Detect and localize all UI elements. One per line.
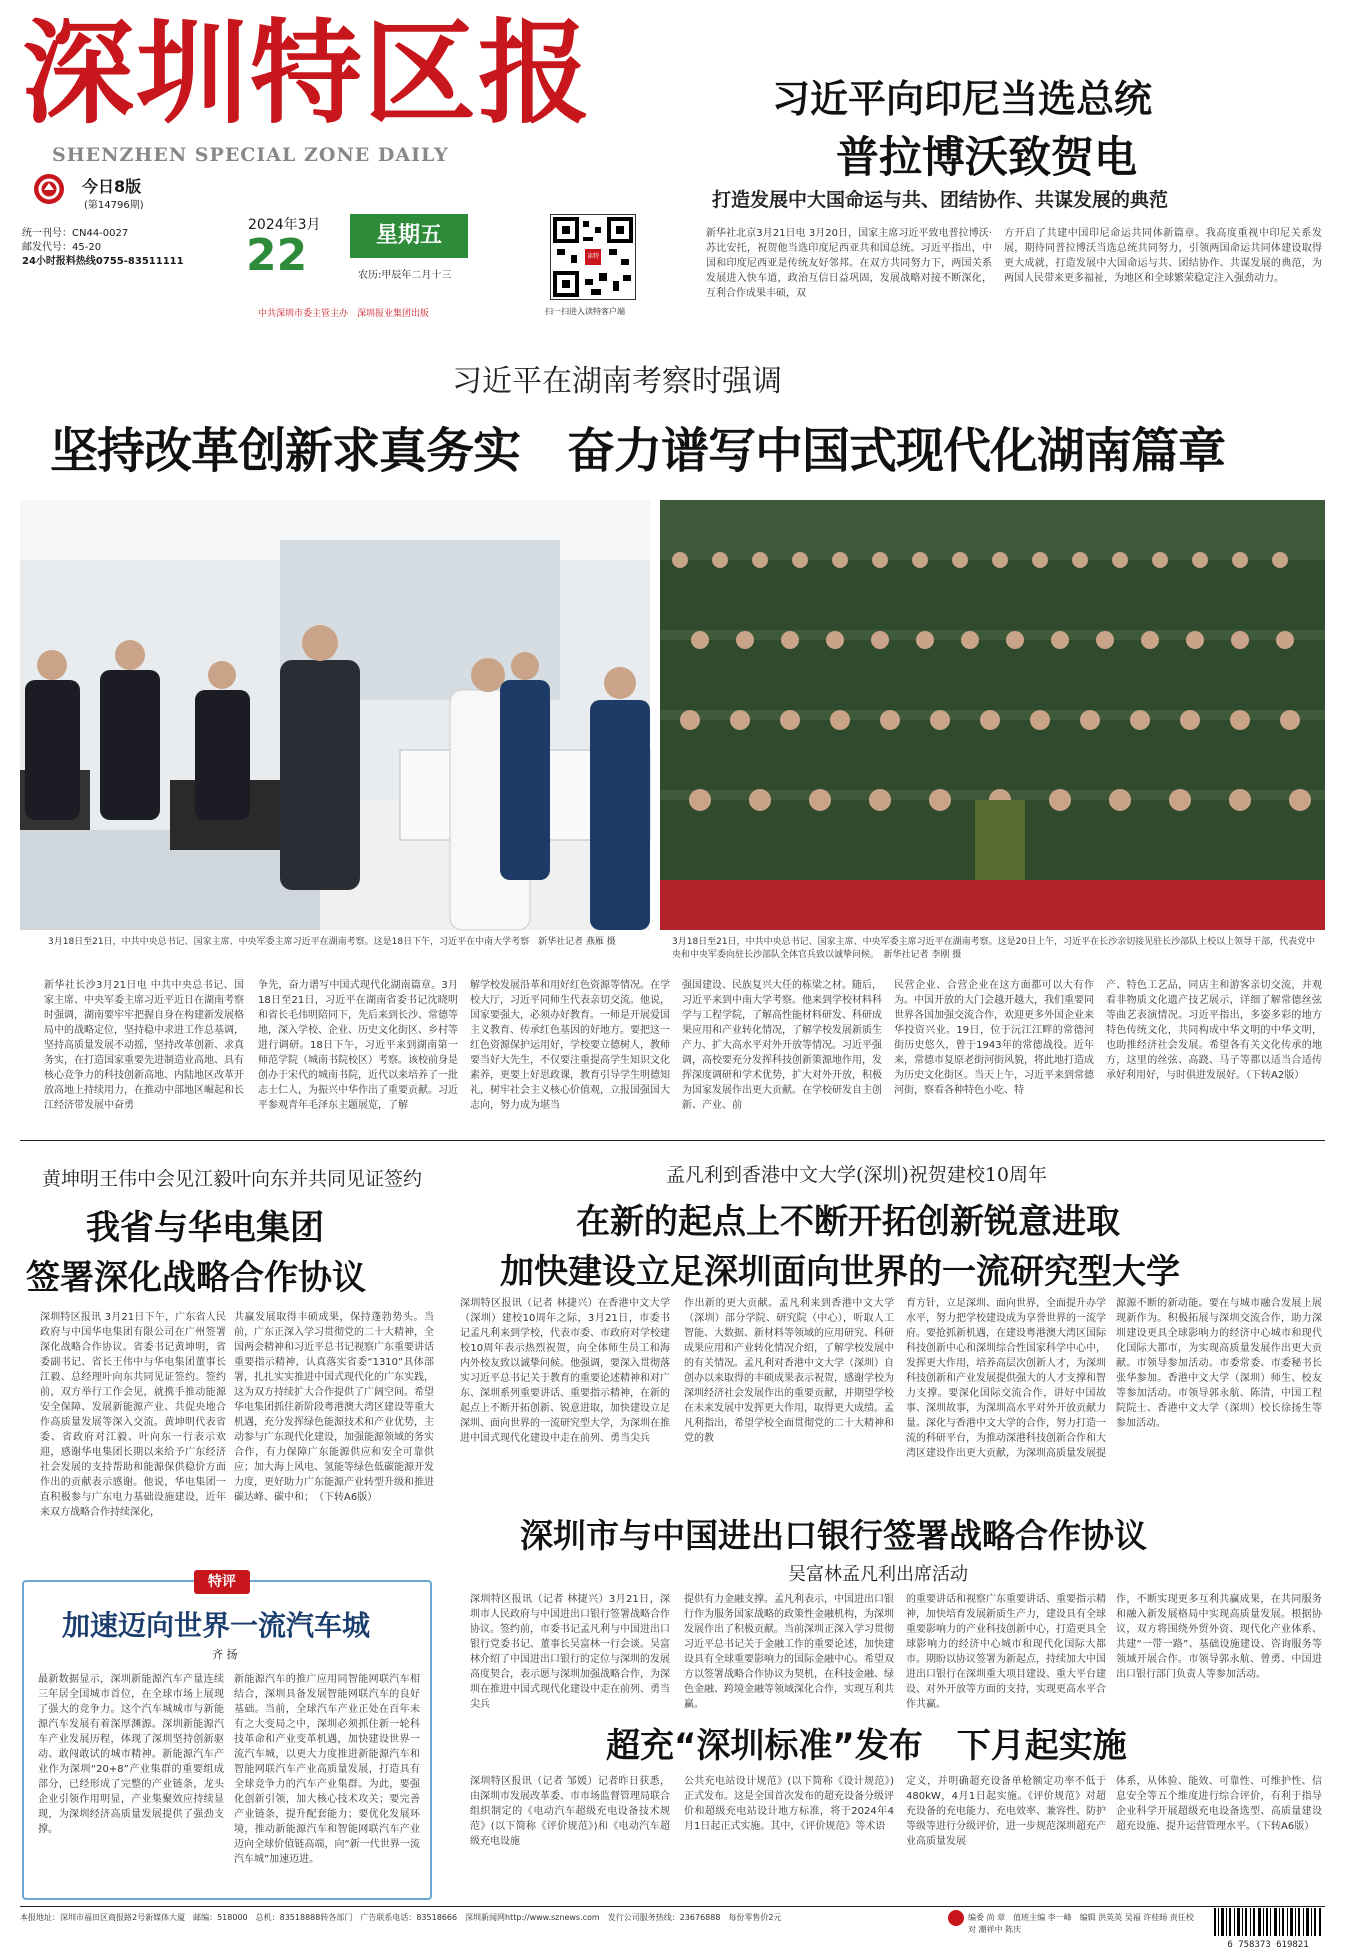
weekday-badge (350, 214, 468, 258)
cuhk-col4: 源源不断的新动能。要在与城市融合发展上展现新作为。积极拓展与深圳交流合作，助力深圳建设更具全球影响力的经济中心城市和现代化国际大都市，为实现高质量发展作出更大贡献。市领导参加活动。市委常委、市委秘书长张华参加。香港中文大学（深圳）师生、校友等参加活动。市领导郭永航、陈清，中国工程院院士、香港中文大学（深圳）校长徐扬生等参加活动。 (1116, 1298, 1322, 1429)
lead-caption-right: 3月18日至21日，中共中央总书记、国家主席、中央军委主席习近平在湖南考察。这是20日上午，习近平在长沙亲切接见驻长沙部队上校以上领导干部，代表党中央和中央军委向驻长沙部队全体官兵致以诚挚问候。 新华社记者 李刚 摄 (672, 937, 1316, 960)
cuhk-col1: 深圳特区报讯（记者 林捷兴）在香港中文大学（深圳）建校10周年之际，3月21日，市委书记孟凡利来到学校，代表市委、市政府对学校建校10周年表示热烈祝贺，向全体师生员工和海内外校友致以诚挚问候。他强调，要深入贯彻落实习近平总书记关于教育的重要论述精神和对广东、深圳系列重要讲话、重要指示精神，在新的起点上不断开拓创新、锐意进取，加快建设立足深圳、面向世界的一流研究型大学，为深圳在推进中国式现代化建设中走在前列、勇当尖兵 (460, 1298, 670, 1444)
sponsor: 中共深圳市委主管主办 深圳报业集团出版 (258, 309, 430, 319)
footer-rule (20, 1906, 1325, 1907)
top-story-subtitle: 打造发展中大国命运与共、团结协作、共谋发展的典范 (712, 189, 1169, 211)
commentary-title: 加速迈向世界一流汽车城 (62, 1609, 371, 1642)
top-story-col2: 方开启了共建中国印尼命运共同体新篇章。我高度重视中印尼关系发展，期待同普拉博沃当选总统共同努力，引领两国命运共同体建设取得更大成就，打造发展中大国命运与共、团结协作、共谋发展的典范，为两国人民带来更多福祉，为地区和全球繁荣稳定注入强劲动力。 (1004, 228, 1322, 284)
eximbank-col2: 提供有力金融支撑。孟凡利表示，中国进出口银行作为服务国家战略的政策性金融机构，为深圳发展作出了积极贡献。当前深圳正深入学习贯彻习近平总书记关于金融工作的重要论述，加快建设具有全球重要影响力的国际金融中心。希望双方以签署战略合作协议为契机，在科技金融、绿色金融、跨境金融等领域深化合作，实现互利共赢。 (684, 1594, 894, 1710)
cuhk-headline-line1: 在新的起点上不断开拓创新锐意进取 (576, 1202, 1120, 1242)
masthead-title-en: SHENZHEN SPECIAL ZONE DAILY (52, 144, 449, 166)
issue-info (22, 172, 222, 267)
lead-col1: 新华社长沙3月21日电 中共中央总书记、国家主席、中央军委主席习近平近日在湖南考察时强调，湖南要牢牢把握自身在构建新发展格局中的战略定位，坚持稳中求进工作总基调，坚持高质量发展不动摇，坚持改革创新、求真务实，在打造国家重要先进制造业高地、具有核心竞争力的科技创新高地、内陆地区改革开放高地上持续用力，在推动中部地区崛起和长江经济带发展中奋勇 (44, 980, 244, 1111)
commentary-badge (194, 1570, 250, 1594)
newspaper-emblem-icon (34, 174, 64, 204)
standard-col4: 体系，从体验、能效、可靠性、可维护性、信息安全等五个维度进行综合评价，有利于指导企业科学开展超级充电设备选型、高质量建设超充设施、提升运营管理水平。（下转A6版） (1116, 1776, 1322, 1832)
huadian-col2: 共赢发展取得丰硕成果，保持蓬勃势头。当前，广东正深入学习贯彻党的二十大精神，全国两会精神和习近平总书记视察广东重要讲话重要指示精神，认真落实省委“1310”具体部署，扎扎实实推进中国式现代化的广东实践，这为双方持续扩大合作提供了广阔空间。希望华电集团抓住新阶段粤港澳大湾区建设等重大机遇，充分发挥绿色能源技术和产业优势，主动参与广东现代化建设，加强能源领域的务实合作，有力保障广东能源供应和安全可靠供应；加大海上风电、氢能等绿色低碳能源开发力度，更好助力广东能源产业转型升级和推进碳达峰、碳中和； （下转A6版） (234, 1312, 434, 1503)
standard-col3: 定义，并明确超充设备单枪额定功率不低于480kW，4月1日起实施。《评价规范》对超充设备的充电能力、充电效率、兼容性、防护等级等进行分级评价，进一步规范深圳超充产业高质量发展 (906, 1776, 1106, 1847)
qr-logo-label: 读特 (586, 253, 599, 260)
top-story-col1: 新华社北京3月21日电 3月20日，国家主席习近平致电普拉博沃·苏比安托，祝贺他当选印度尼西亚共和国总统。习近平指出，中国和印度尼西亚是传统友好邻邦。在双方共同努力下，两国关系发展进入快车道，政治互信日益巩固，发展战略对接不断深化，互利合作成果丰硕，双 (706, 228, 992, 299)
hotline: 24小时报料热线0755-83511111 (22, 256, 184, 267)
masthead-logo (22, 8, 592, 140)
lead-kicker: 习近平在湖南考察时强调 (452, 364, 782, 399)
footer-editors: 编委 尚 章 值班主编 李一峰 编辑 洪英英 吴福 许桂旸 责任校对 潮祥中 陈庆 (968, 1913, 1194, 1934)
photo-xi-with-troops (660, 500, 1325, 930)
weekday: 星期五 (375, 223, 442, 248)
commentary-badge-label: 特评 (208, 1574, 236, 1590)
cuhk-col2: 作出新的更大贡献。孟凡利来到香港中文大学（深圳）部分学院、研究院（中心），听取人工智能、大数据、新材料等领域的应用研究、科研成果应用和产业转化情况介绍，了解学校发展中的有关情况。孟凡利对香港中文大学（深圳）自创办以来取得的丰硕成果表示祝贺，感谢学校为深圳经济社会发展作出的重要贡献，并期望学校在未来发展中发挥更大作用，取得更大成绩。孟凡利指出，希望学校全面贯彻党的二十大精神和党的教 (684, 1298, 894, 1444)
eximbank-subhead: 吴富林孟凡利出席活动 (788, 1564, 968, 1585)
footer-text: 本报地址：深圳市福田区商报路2号新媒体大厦 邮编：518000 总机：83518888转各部门 广告联系电话：83518666 深圳新闻网http://www.sznews.com 发行公司服务热线：23676888 每份零售价2元 (20, 1913, 782, 1922)
barcode-number: 6 758373 619821 (1227, 1940, 1309, 1950)
qr-caption: 扫一扫进入读特客户端 (545, 307, 625, 316)
commentary-author: 齐 扬 (212, 1648, 238, 1661)
qr-code[interactable] (550, 214, 636, 300)
cuhk-col3: 育方针，立足深圳、面向世界，全面提升办学水平，努力把学校建设成为享誉世界的一流学府。要抢抓新机遇，在建设粤港澳大湾区国际科技创新中心和深圳综合性国家科学中心中，发挥更大作用，培养高层次创新人才，为深圳科技创新和产业发展提供强大的人才支撑和智力支撑。要深化国际交流合作，讲好中国故事、深圳故事，为深圳高水平对外开放贡献力量。深化与香港中文大学的合作，努力打造一流的科研平台，为推动深港科技创新合作和大湾区建设作出更大贡献，为深圳高质量发展提 (906, 1298, 1106, 1459)
lead-col6: 产、特色工艺品，同店主和游客亲切交流，并观看非物质文化遗产技艺展示，详细了解常德丝弦等曲艺表演情况。习近平指出，多姿多彩的地方特色传统文化，共同构成中华文明的中华文明，也助推经济社会发展。希望各有关文化传承的地方，这里的丝弦、高跷、马子等都以适当合适传承好利用好，与时俱进发展好。（下转A2版） (1106, 980, 1322, 1081)
standard-col2: 公共充电站设计规范》(以下简称《设计规范》)正式发布。这是全国首次发布的超充设备分级评价和超级充电站设计地方标准，将于2024年4月1日起正式实施。其中，《评价规范》等术语 (684, 1776, 894, 1832)
commentary-col2: 新能源汽车的推广应用同智能网联汽车相结合，深圳具备发展智能网联汽车的良好基础。当前，全球汽车产业正处在百年未有之大变局之中，深圳必须抓住新一轮科技革命和产业变革机遇，加快建设世界一流汽车城，以更大力度推进新能源汽车和智能网联汽车产业高质量发展，打造具有全球竞争力的汽车产业集群。为此，要强化创新引领，加大核心技术攻关；要完善产业链条，提升配套能力；要优化发展环境，推动新能源汽车和智能网联汽车产业迈向全球价值链高端，向“新一代世界一流汽车城”加速迈进。 (234, 1674, 420, 1865)
standard-headline: 超充“深圳标准”发布 下月起实施 (606, 1726, 1127, 1766)
commentary-col1: 最新数据显示，深圳新能源汽车产量连续三年居全国城市首位，在全球市场上展现了强大的竞争力。这个汽车城城市与新能源汽车发展有着深厚渊源。深圳新能源汽车产业发展历程，体现了深圳坚持创新驱动、敢闯敢试的城市精神。新能源汽车产业作为深圳“20+8”产业集群的重要组成部分，已经形成了完整的产业链条，龙头企业引领作用明显，产业集聚效应持续显现，为深圳经济高质量发展提供了强劲支撑。 (38, 1674, 224, 1835)
lead-col3: 解学校发展沿革和用好红色资源等情况。在学校大厅，习近平同师生代表亲切交流。他说，国家要强大，必须办好教育。一师是开展爱国主义教育、传承红色基因的好地方。要把这一红色资源保护运用好，学校要立德树人，教师要当好大先生，不仅要注重提高学生知识文化素养，更要上好思政课，教育引导学生明德知礼，树牢社会主义核心价值观，立报国强国大志向，努力成为堪当 (470, 980, 670, 1111)
masthead-title: 深圳特区报 (22, 8, 592, 139)
barcode (1212, 1908, 1324, 1948)
huadian-headline-line2: 签署深化战略合作协议 (26, 1258, 366, 1298)
lead-col5: 民营企业、合营企业在这方面都可以大有作为。中国开放的大门会越开越大，我们重要同世界各国加强交流合作，欢迎更多外国企业来华投资兴业。19日，位于沅江江畔的常德河街历史悠久，曾于1943年的常德战役。近年来，常德市复原老街河街风貌，将此地打造成为历史文化街区。当天上午，习近平来到常德河街，察看各种特色小吃、特 (894, 980, 1094, 1096)
divider (20, 1140, 1325, 1141)
pages-today: 今日8版 (82, 177, 142, 196)
eximbank-col3: 的重要讲话和视察广东重要讲话、重要指示精神，加快培育发展新质生产力，建设具有全球重要影响力的产业科技创新中心，打造更具全球影响力的经济中心城市和现代化国际大都市。期盼以协议签署为新起点，持续加大中国进出口银行在深圳重大项目建设、重大平台建设、对外开放等方面的支持，实现更高水平合作共赢。 (906, 1594, 1106, 1710)
lead-caption-left: 3月18日至21日，中共中央总书记、国家主席、中央军委主席习近平在湖南考察。这是18日下午，习近平在中南大学考察 新华社记者 燕雁 摄 (48, 937, 616, 947)
lunar-date: 农历:甲辰年二月十三 (358, 270, 452, 281)
cuhk-headline-line2: 加快建设立足深圳面向世界的一流研究型大学 (500, 1252, 1180, 1292)
postal-code: 邮发代号：45-20 (22, 242, 102, 253)
cn-number: 统一刊号：CN44-0027 (22, 228, 129, 239)
standard-col1: 深圳特区报讯（记者 邹媛）记者昨日获悉，由深圳市发展改革委、市市场监督管理局联合组织制定的《电动汽车超级充电设备技术规范》(以下简称《评价规范》)和《电动汽车超级充电设施 (470, 1776, 670, 1847)
huadian-kicker: 黄坤明王伟中会见江毅叶向东并共同见证签约 (42, 1168, 423, 1190)
lead-col4: 强国建设、民族复兴大任的栋梁之材。随后，习近平来到中南大学考察。他来到学校材料科学与工程学院，了解高性能材料研发、科研成果应用和产业转化情况，了解学校发展新质生产力、扩大高水平对外开放等情况。习近平强调，高校要充分发挥科技创新策源地作用，发挥深度调研和学术优势，扩大对外开放，积极为国家发展作出更大贡献。在学校研发自主创新、产业、前 (682, 980, 882, 1111)
eximbank-headline: 深圳市与中国进出口银行签署战略合作协议 (520, 1516, 1147, 1555)
huadian-headline-line1: 我省与华电集团 (86, 1208, 324, 1248)
top-story-title-line2: 普拉博沃致贺电 (836, 133, 1137, 183)
eximbank-col1: 深圳特区报讯（记者 林捷兴）3月21日，深圳市人民政府与中国进出口银行签署战略合作协议。签约前，市委书记孟凡利与中国进出口银行党委书记、董事长吴富林一行会谈。吴富林介绍了中国进出口银行的定位与深圳的发展高度契合，表示愿与深圳加强战略合作，为深圳在推进中国式现代化建设中走在前列、勇当尖兵 (470, 1594, 670, 1710)
top-story-title-line1: 习近平向印尼当选总统 (772, 77, 1153, 121)
huadian-col1: 深圳特区报讯 3月21日下午，广东省人民政府与中国华电集团有限公司在广州签署深化战略合作协议。省委书记黄坤明，省委副书记、省长王伟中与华电集团董事长江毅、总经理叶向东共同见证签约。签约前，双方举行工作会见，就携手推动能源安全保障、发展新能源产业、共促央地合作高质量发展等深入交流。黄坤明代表省委、省政府对江毅、叶向东一行表示欢迎，感谢华电集团长期以来给予广东经济社会发展的支持帮助和能源保供稳价方面作出的贡献表示感谢。他说，华电集团一直积极参与广东电力基础设施建设，近年来双方战略合作持续深化， (40, 1312, 226, 1518)
lead-col2: 争先，奋力谱写中国式现代化湖南篇章。3月18日至21日，习近平在湖南省委书记沈晓明和省长毛伟明陪同下，先后来到长沙、常德等地，深入学校、企业、历史文化街区、乡村等进行调研。18日下午，习近平来到湖南第一师范学院（城南书院校区）考察。该校前身是创办于宋代的城南书院，近代以来培养了一批志士仁人，为振兴中华作出了重要贡献。习近平参观青年毛泽东主题展览，了解 (258, 980, 458, 1111)
qr-logo (585, 249, 601, 265)
eximbank-col4: 作，不断实现更多互利共赢成果，在共同服务和融入新发展格局中实现高质量发展。根据协议，双方将围绕外贸外资、现代化产业体系、共建“一带一路”、基础设施建设、咨询服务等领域开展合作。市领导郭永航、曾勇、中国进出口银行部门负责人等参加活动。 (1116, 1594, 1322, 1680)
photo-xi-at-university (20, 500, 650, 930)
commentary-box (22, 1574, 432, 1900)
footer-emblem-icon (948, 1910, 964, 1926)
date-day: 22 (246, 230, 308, 281)
date-block (228, 214, 508, 324)
cuhk-kicker: 孟凡利到香港中文大学(深圳)祝贺建校10周年 (666, 1164, 1048, 1186)
lead-headline: 坚持改革创新求真务实 奋力谱写中国式现代化湖南篇章 (50, 423, 1226, 479)
year-month: 2024年3月 (248, 217, 321, 233)
issue-number: (第14796期) (84, 200, 144, 211)
